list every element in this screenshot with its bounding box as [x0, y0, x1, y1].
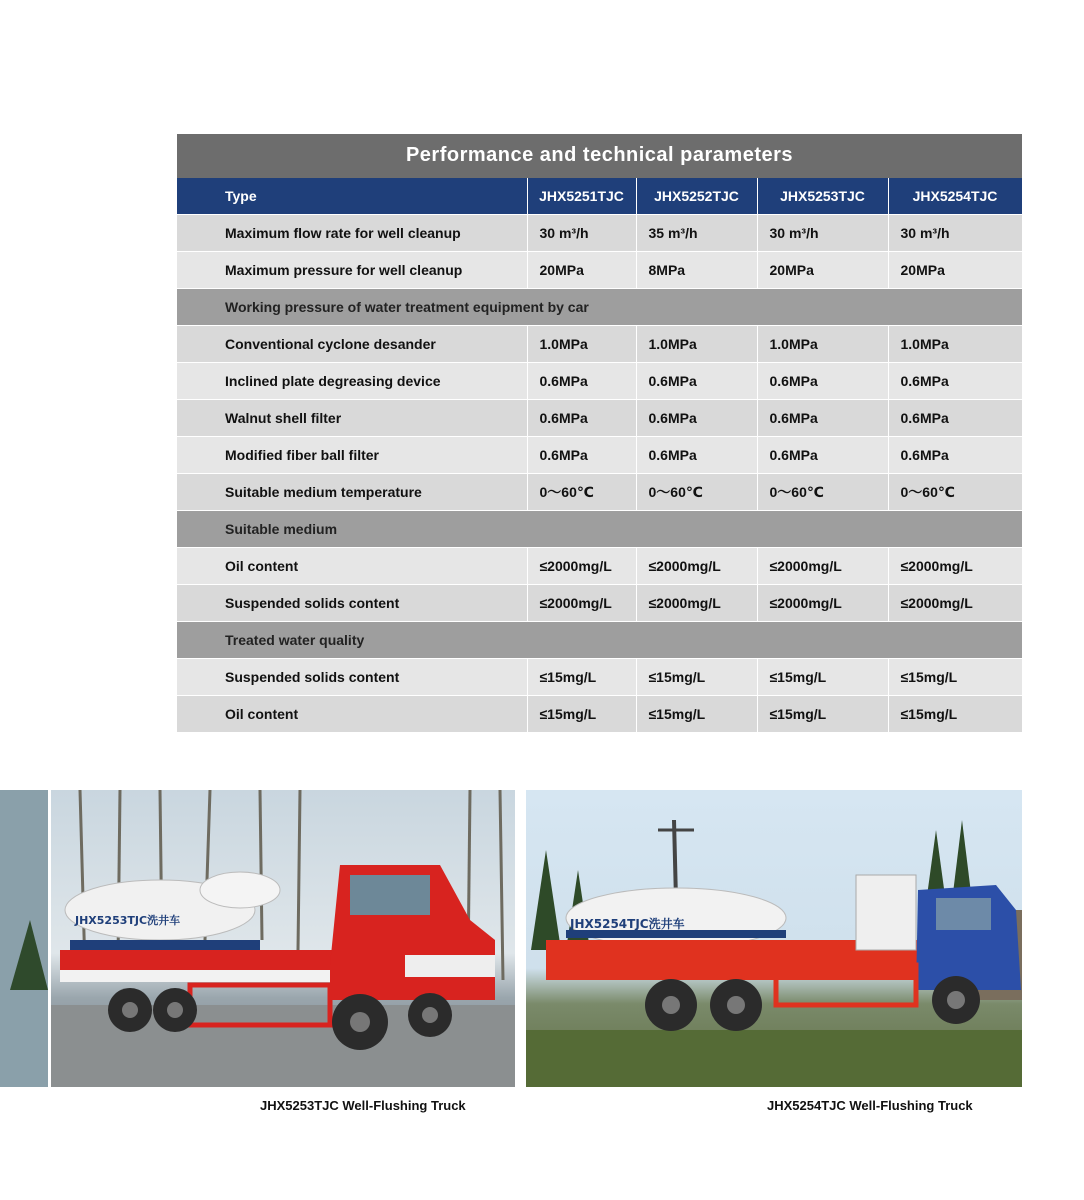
row-value: 1.0MPa	[757, 326, 888, 363]
row-label: Suspended solids content	[177, 659, 527, 696]
header-type-label: Type	[177, 178, 527, 215]
row-value: ≤15mg/L	[527, 659, 636, 696]
row-value: 0.6MPa	[888, 437, 1022, 474]
row-label: Modified fiber ball filter	[177, 437, 527, 474]
header-model: JHX5254TJC	[888, 178, 1022, 215]
table-row	[177, 363, 1022, 400]
row-value: ≤15mg/L	[636, 659, 757, 696]
row-value: 0.6MPa	[636, 400, 757, 437]
row-value: 0～60℃	[757, 474, 888, 511]
truck-illustration-right	[526, 790, 1022, 1087]
table-row	[177, 696, 1022, 733]
row-value: 30 m³/h	[757, 215, 888, 252]
row-label: Walnut shell filter	[177, 400, 527, 437]
row-value: ≤2000mg/L	[888, 585, 1022, 622]
row-value: 0～60℃	[636, 474, 757, 511]
row-value: ≤2000mg/L	[757, 548, 888, 585]
row-value: 0.6MPa	[888, 363, 1022, 400]
row-value: 0.6MPa	[636, 363, 757, 400]
row-value: ≤15mg/L	[636, 696, 757, 733]
row-label: Maximum flow rate for well cleanup	[177, 215, 527, 252]
header-model: JHX5251TJC	[527, 178, 636, 215]
row-value: 0～60℃	[888, 474, 1022, 511]
truck-photo-left	[0, 790, 515, 1087]
row-value: 0.6MPa	[527, 437, 636, 474]
row-label: Suspended solids content	[177, 585, 527, 622]
row-label: Conventional cyclone desander	[177, 326, 527, 363]
row-value: 0.6MPa	[527, 400, 636, 437]
row-value: 0～60℃	[527, 474, 636, 511]
section-label: Working pressure of water treatment equipment by car	[177, 289, 1022, 326]
header-model: JHX5253TJC	[757, 178, 888, 215]
section-label: Suitable medium	[177, 511, 1022, 548]
tank-lettering-right: JHX5254TJC洗井车	[570, 917, 685, 931]
row-value: 8MPa	[636, 252, 757, 289]
table-row	[177, 437, 1022, 474]
table-row	[177, 400, 1022, 437]
row-value: 20MPa	[888, 252, 1022, 289]
row-value: ≤2000mg/L	[636, 585, 757, 622]
row-value: ≤15mg/L	[888, 659, 1022, 696]
parameters-table-container	[177, 134, 1022, 733]
table-section-row	[177, 289, 1022, 326]
row-value: 20MPa	[757, 252, 888, 289]
row-value: ≤2000mg/L	[888, 548, 1022, 585]
row-label: Oil content	[177, 548, 527, 585]
row-value: ≤15mg/L	[527, 696, 636, 733]
row-value: 1.0MPa	[888, 326, 1022, 363]
table-title: Performance and technical parameters	[177, 134, 1022, 178]
row-value: 0.6MPa	[757, 437, 888, 474]
table-header-row	[177, 178, 1022, 215]
tank-lettering-left: JHX5253TJC洗井车	[75, 914, 181, 927]
row-label: Oil content	[177, 696, 527, 733]
row-label: Maximum pressure for well cleanup	[177, 252, 527, 289]
row-label: Suitable medium temperature	[177, 474, 527, 511]
table-row	[177, 474, 1022, 511]
table-row	[177, 215, 1022, 252]
row-value: 0.6MPa	[757, 363, 888, 400]
table-row	[177, 585, 1022, 622]
table-section-row	[177, 511, 1022, 548]
header-model: JHX5252TJC	[636, 178, 757, 215]
row-value: ≤2000mg/L	[527, 585, 636, 622]
row-value: 0.6MPa	[527, 363, 636, 400]
row-value: 35 m³/h	[636, 215, 757, 252]
table-section-row	[177, 622, 1022, 659]
row-value: ≤15mg/L	[888, 696, 1022, 733]
row-value: ≤2000mg/L	[636, 548, 757, 585]
row-value: 30 m³/h	[888, 215, 1022, 252]
row-value: ≤15mg/L	[757, 696, 888, 733]
table-row	[177, 659, 1022, 696]
photo-caption-right: JHX5254TJC Well-Flushing Truck	[767, 1098, 973, 1113]
row-value: ≤2000mg/L	[527, 548, 636, 585]
table-row	[177, 548, 1022, 585]
truck-illustration-left	[0, 790, 515, 1087]
row-value: 0.6MPa	[888, 400, 1022, 437]
truck-photo-right	[526, 790, 1022, 1087]
row-label: Inclined plate degreasing device	[177, 363, 527, 400]
row-value: 20MPa	[527, 252, 636, 289]
table-row	[177, 326, 1022, 363]
photo-caption-left: JHX5253TJC Well-Flushing Truck	[260, 1098, 466, 1113]
row-value: 0.6MPa	[636, 437, 757, 474]
row-value: 1.0MPa	[527, 326, 636, 363]
table-row	[177, 252, 1022, 289]
row-value: 30 m³/h	[527, 215, 636, 252]
row-value: ≤2000mg/L	[757, 585, 888, 622]
parameters-table	[177, 178, 1023, 733]
section-label: Treated water quality	[177, 622, 1022, 659]
row-value: 0.6MPa	[757, 400, 888, 437]
row-value: 1.0MPa	[636, 326, 757, 363]
row-value: ≤15mg/L	[757, 659, 888, 696]
